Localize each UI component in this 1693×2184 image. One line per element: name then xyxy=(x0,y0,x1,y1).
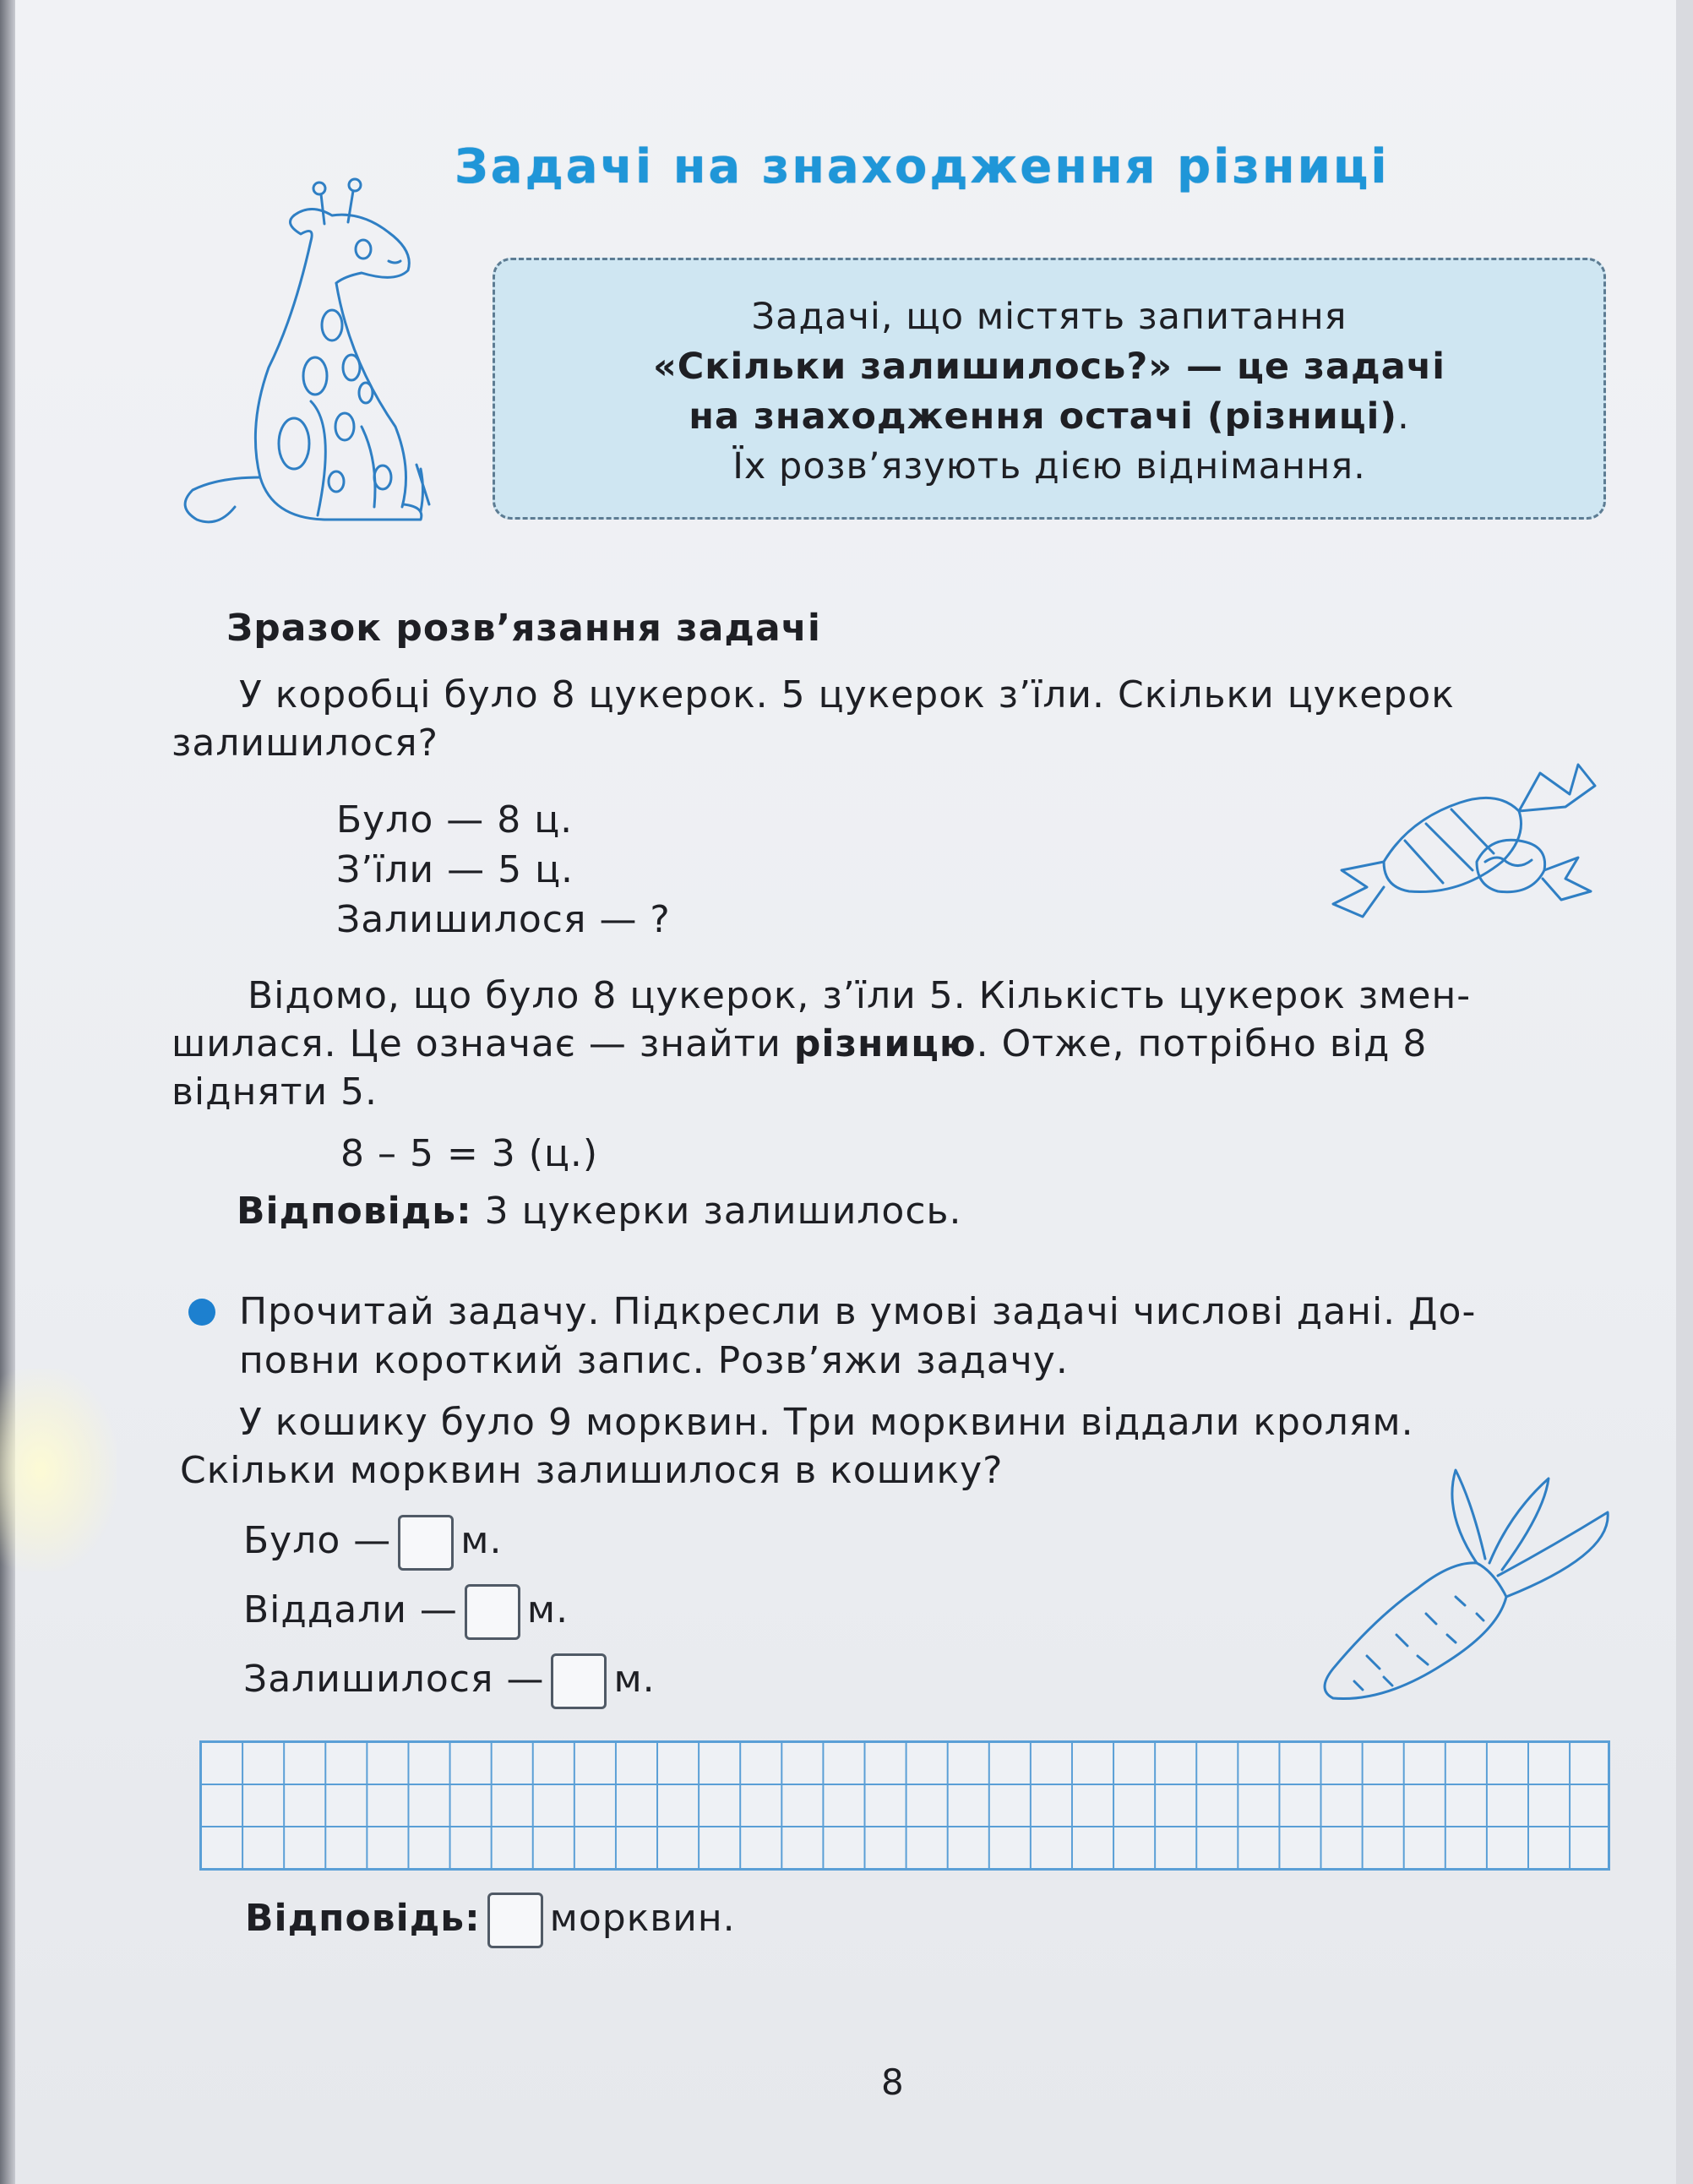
example-explanation-line-1: Відомо, що було 8 цукерок, з’їли 5. Кількість цукерок змен- xyxy=(248,974,1472,1017)
example-explanation-line-3: відняти 5. xyxy=(171,1070,378,1114)
page-number: 8 xyxy=(881,2061,905,2103)
carrot-illustration xyxy=(1316,1462,1620,1707)
short-record-row-3: Залишилося — м. xyxy=(243,1653,656,1709)
task-answer-row: Відповідь: морквин. xyxy=(245,1893,736,1948)
page-edge-shadow xyxy=(0,0,15,2184)
example-problem-line-1: У коробці було 8 цукерок. 5 цукерок з’їли. Скільки цукерок xyxy=(239,673,1455,716)
example-heading: Зразок розв’язання задачі xyxy=(226,607,821,650)
task-instruction-line-1: Прочитай задачу. Підкресли в умові задачі числові дані. До- xyxy=(239,1290,1477,1333)
example-answer: Відповідь: 3 цукерки залишилось. xyxy=(237,1190,962,1233)
short-record-row-1: Було — м. xyxy=(243,1515,502,1571)
answer-box-left[interactable] xyxy=(551,1653,607,1709)
example-problem-line-2: залишилося? xyxy=(171,722,438,765)
answer-box-given[interactable] xyxy=(465,1584,520,1640)
rule-line-4: Їх розв’язують дією віднімання. xyxy=(732,445,1366,487)
short-record-row-2: Віддали — м. xyxy=(243,1584,569,1640)
rule-line-2: «Скільки залишилось?» — це задачі xyxy=(652,346,1446,388)
workbook-page xyxy=(15,0,1676,2184)
light-glare xyxy=(0,1369,117,1571)
answer-box-result[interactable] xyxy=(487,1893,543,1948)
task-problem-line-1: У кошику було 9 морквин. Три морквини віддали кролям. xyxy=(239,1401,1414,1444)
answer-box-was[interactable] xyxy=(398,1515,454,1571)
short-record-line-2: З’їли — 5 ц. xyxy=(336,848,574,891)
rule-line-1: Задачі, що містять запитання xyxy=(751,296,1347,338)
giraffe-illustration xyxy=(167,173,455,545)
squared-answer-grid[interactable] xyxy=(199,1740,1610,1871)
task-bullet-icon xyxy=(188,1299,215,1326)
short-record-line-3: Залишилося — ? xyxy=(336,898,671,941)
rule-line-3: на знаходження остачі (різниці). xyxy=(689,395,1410,438)
example-equation: 8 – 5 = 3 (ц.) xyxy=(340,1132,599,1175)
short-record-line-1: Було — 8 ц. xyxy=(336,798,574,841)
task-problem-line-2: Скільки морквин залишилося в кошику? xyxy=(180,1449,1004,1492)
example-explanation-line-2: шилася. Це означає — знайти різницю. Отже, потрібно від 8 xyxy=(171,1022,1428,1065)
rule-box xyxy=(493,258,1606,520)
candy-illustration xyxy=(1316,735,1620,938)
page-title: Задачі на знаходження різниці xyxy=(455,139,1390,194)
task-instruction-line-2: повни короткий запис. Розв’яжи задачу. xyxy=(239,1339,1069,1382)
